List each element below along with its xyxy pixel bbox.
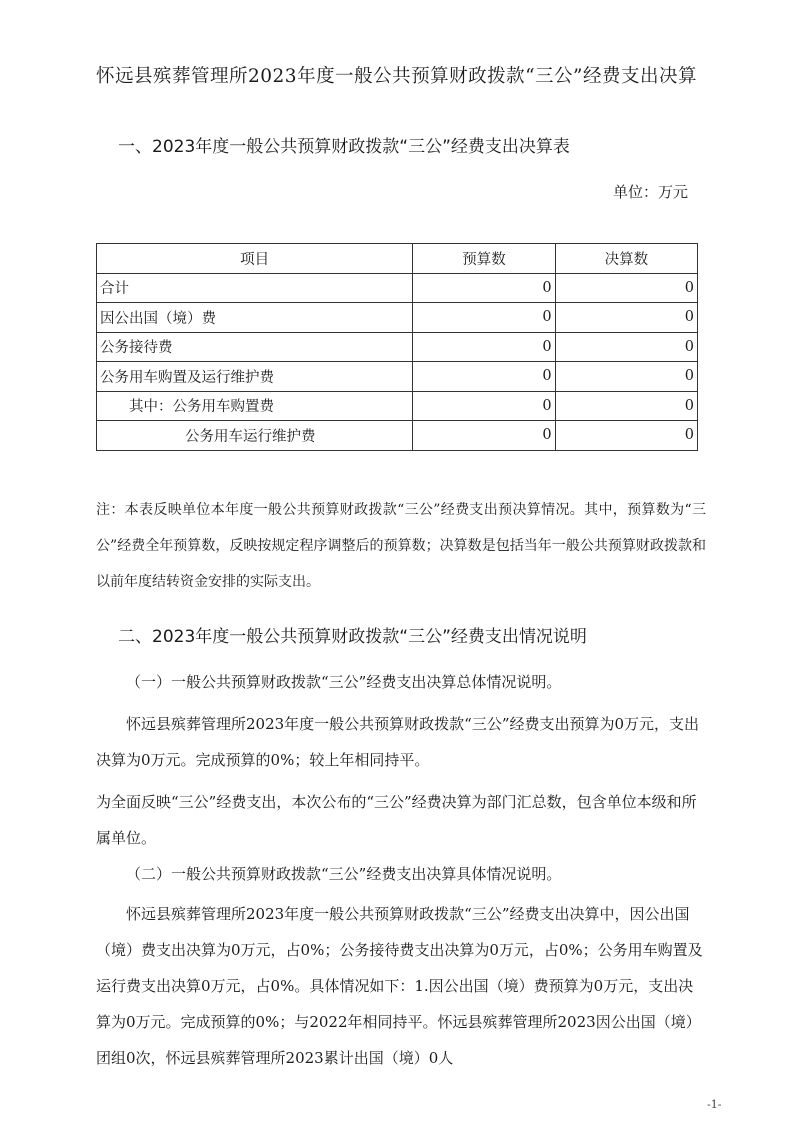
row-actual: 0 [555,362,697,392]
row-budget: 0 [413,391,555,421]
row-label: 公务接待费 [97,332,413,362]
table-row [97,332,698,362]
unit-label: 单位：万元 [612,183,688,201]
row-label: 公务用车购置及运行维护费 [97,362,413,392]
table-note: 注：本表反映单位本年度一般公共预算财政拨款“三公”经费支出预决算情况。其中，预算数为“三公”经费全年预算数，反映按规定程序调整后的预算数；决算数是包括当年一般公共预算财政拨款和以前年度结转资金安排的实际支出。 [96,502,706,590]
budget-table [96,243,698,451]
table-row [97,362,698,392]
row-label: 因公出国（境）费 [97,303,413,333]
table-row [97,273,698,303]
header-actual: 决算数 [555,244,697,274]
header-budget: 预算数 [413,244,555,274]
row-label: 合计 [97,273,413,303]
row-actual: 0 [555,273,697,303]
row-actual: 0 [555,303,697,333]
row-budget: 0 [413,421,555,451]
row-actual: 0 [555,391,697,421]
paragraph-scope: 为全面反映“三公”经费支出，本次公布的“三公”经费决算为部门汇总数，包含单位本级和所属单位。 [96,793,697,847]
row-actual: 0 [555,421,697,451]
page-number: -1- [707,1098,722,1111]
row-label: 公务用车运行维护费 [97,421,413,451]
document-title: 怀远县殡葬管理所2023年度一般公共预算财政拨款“三公”经费支出决算 [96,66,697,87]
row-budget: 0 [413,273,555,303]
paragraph-detail: 怀远县殡葬管理所2023年度一般公共预算财政拨款“三公”经费支出决算中，因公出国（境）费支出决算为0万元，占0%；公务接待费支出决算为0万元，占0%；公务用车购置及运行费支出决算0万元，占0%。具体情况如下：1.因公出国（境）费预算为0万元，支出决算为0万元。完成预算的0%；与2022年相同持平。怀远县殡葬管理所2023因公出国（境）团组0次，怀远县殡葬管理所2023累计出国（境）0人 [96,905,703,1067]
table-row [97,303,698,333]
header-item: 项目 [97,244,413,274]
row-budget: 0 [413,332,555,362]
row-budget: 0 [413,303,555,333]
section1-heading: 一、2023年度一般公共预算财政拨款“三公”经费支出决算表 [118,137,570,157]
section2-heading: 二、2023年度一般公共预算财政拨款“三公”经费支出情况说明 [118,627,587,647]
table-row [97,391,698,421]
row-budget: 0 [413,362,555,392]
table-header-row [97,244,698,274]
paragraph-overall: 怀远县殡葬管理所2023年度一般公共预算财政拨款“三公”经费支出预算为0万元，支出决算为0万元。完成预算的0%；较上年相同持平。 [96,715,700,769]
row-label: 其中：公务用车购置费 [97,391,413,421]
sub1-heading: （一）一般公共预算财政拨款“三公”经费支出决算总体情况说明。 [126,673,562,691]
table-row [97,421,698,451]
sub2-heading: （二）一般公共预算财政拨款“三公”经费支出决算具体情况说明。 [126,865,562,883]
row-actual: 0 [555,332,697,362]
